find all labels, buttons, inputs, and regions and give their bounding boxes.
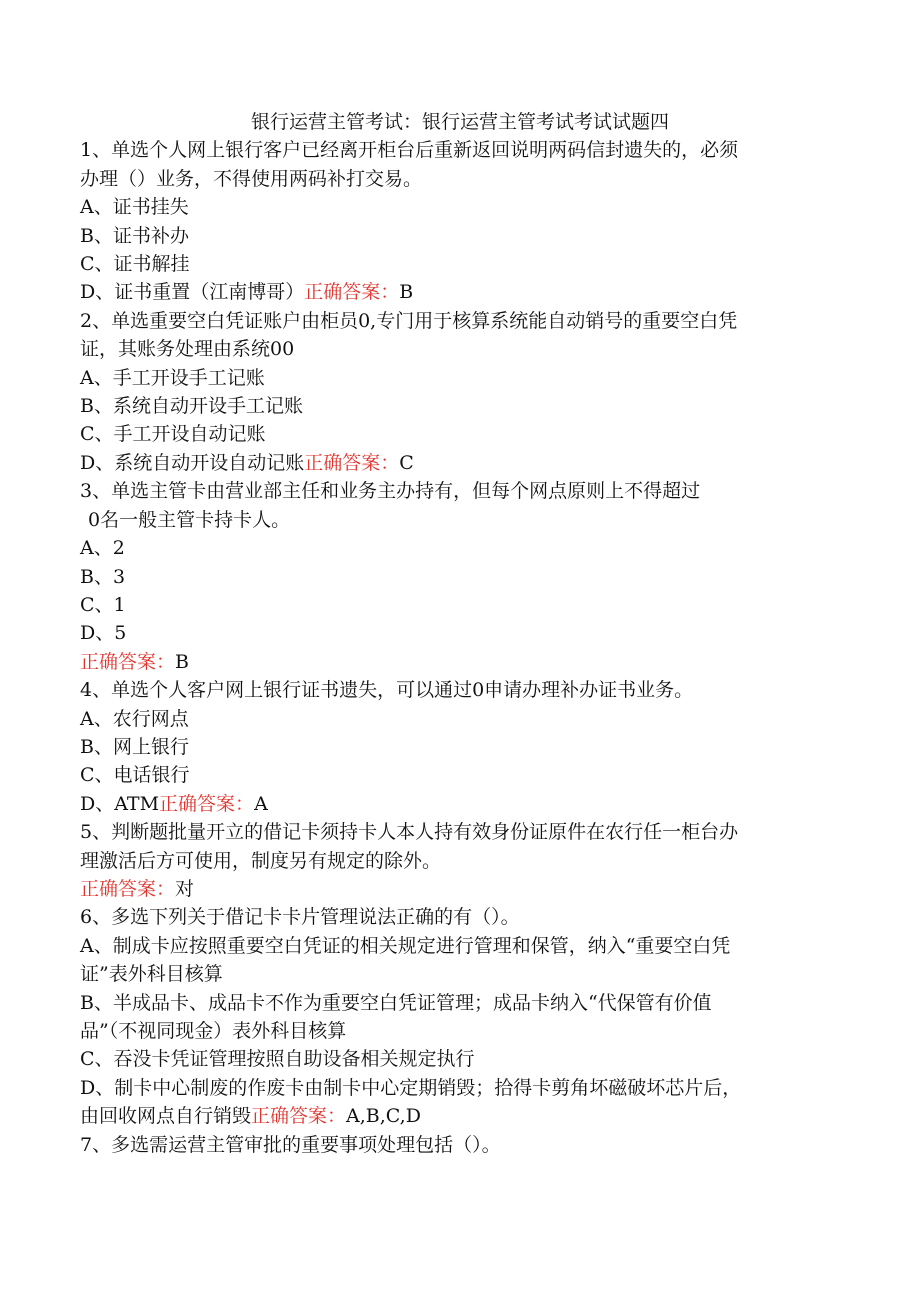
option-d-with-answer bbox=[80, 1102, 840, 1130]
answer-value: B bbox=[399, 281, 414, 304]
answer-label: 正确答案： bbox=[80, 650, 176, 673]
question-stem: 办理（）业务，不得使用两码补打交易。 bbox=[80, 167, 423, 190]
question-stem: 4、单选个人客户网上银行证书遗失，可以通过0申请办理补办证书业务。 bbox=[80, 679, 694, 702]
option-d: D、系统自动开设自动记账 bbox=[80, 451, 305, 474]
answer-label: 正确答案： bbox=[304, 451, 400, 474]
option-d: D、ATM bbox=[80, 792, 160, 815]
question-stem: 6、多选下列关于借记卡卡片管理说法正确的有（）。 bbox=[80, 906, 520, 929]
question-stem: 理激活后方可使用，制度另有规定的除外。 bbox=[80, 849, 442, 872]
option-d-with-answer bbox=[80, 278, 840, 306]
option-c: C、证书解挂 bbox=[80, 253, 190, 276]
question-5 bbox=[80, 818, 840, 903]
option-a: A、制成卡应按照重要空白凭证的相关规定进行管理和保管，纳入“重要空白凭 bbox=[80, 934, 731, 957]
option-a: A、证书挂失 bbox=[80, 196, 189, 219]
answer-value: B bbox=[175, 650, 189, 673]
option-b-continued: 品”（不视同现金）表外科目核算 bbox=[80, 1020, 347, 1042]
question-7 bbox=[80, 1131, 840, 1159]
page-title: 银行运营主管考试：银行运营主管考试考试试题四 bbox=[250, 111, 669, 133]
question-2 bbox=[80, 307, 840, 477]
option-d: D、5 bbox=[80, 622, 127, 645]
document-page bbox=[80, 108, 840, 1159]
option-d-with-answer bbox=[80, 449, 840, 477]
question-stem: 5、判断题批量开立的借记卡须持卡人本人持有效身份证原件在农行任一柜台办 bbox=[80, 821, 739, 844]
answer-line bbox=[80, 875, 840, 903]
option-a: A、手工开设手工记账 bbox=[80, 366, 265, 389]
answer-value: 对 bbox=[175, 877, 195, 900]
answer-label: 正确答案： bbox=[304, 281, 400, 304]
option-d: D、制卡中心制废的作废卡由制卡中心定期销毁；拾得卡剪角坏磁破坏芯片后， bbox=[80, 1076, 742, 1099]
question-stem: 0名一般主管卡持卡人。 bbox=[88, 508, 291, 531]
question-stem: 证，其账务处理由系统00 bbox=[80, 338, 295, 361]
question-stem: 7、多选需运营主管审批的重要事项处理包括（）。 bbox=[80, 1133, 501, 1156]
question-stem: 2、单选重要空白凭证账户由柜员0,专门用于核算系统能自动销号的重要空白凭 bbox=[80, 309, 738, 332]
question-3 bbox=[80, 477, 840, 676]
option-b: B、证书补办 bbox=[80, 224, 189, 247]
option-c: C、吞没卡凭证管理按照自助设备相关规定执行 bbox=[80, 1048, 475, 1071]
option-d-continued: 由回收网点自行销毁 bbox=[80, 1105, 252, 1128]
option-a: A、农行网点 bbox=[80, 707, 189, 730]
question-stem: 3、单选主管卡由营业部主任和业务主办持有，但每个网点原则上不得超过 bbox=[80, 480, 701, 503]
option-a-continued: 证”表外科目核算 bbox=[80, 963, 223, 986]
answer-value: A,B,C,D bbox=[346, 1105, 421, 1128]
answer-value: C bbox=[399, 451, 414, 474]
option-b: B、网上银行 bbox=[80, 735, 189, 758]
question-stem: 1、单选个人网上银行客户已经离开柜台后重新返回说明两码信封遗失的，必须 bbox=[80, 139, 739, 162]
answer-label: 正确答案： bbox=[159, 792, 255, 815]
question-1 bbox=[80, 136, 840, 306]
answer-value: A bbox=[254, 792, 268, 815]
option-b: B、系统自动开设手工记账 bbox=[80, 395, 303, 418]
option-c: C、电话银行 bbox=[80, 764, 190, 787]
option-c: C、手工开设自动记账 bbox=[80, 423, 266, 446]
option-c: C、1 bbox=[80, 593, 126, 616]
option-b: B、3 bbox=[80, 565, 126, 588]
answer-label: 正确答案： bbox=[251, 1105, 347, 1128]
option-b: B、半成品卡、成品卡不作为重要空白凭证管理；成品卡纳入“代保管有价值 bbox=[80, 991, 712, 1014]
option-a: A、2 bbox=[80, 537, 125, 560]
answer-label: 正确答案： bbox=[80, 877, 176, 900]
question-6 bbox=[80, 903, 840, 1130]
option-d-with-answer bbox=[80, 790, 840, 818]
question-4 bbox=[80, 676, 840, 818]
answer-line bbox=[80, 648, 840, 676]
option-d: D、证书重置（江南博哥） bbox=[80, 281, 305, 304]
